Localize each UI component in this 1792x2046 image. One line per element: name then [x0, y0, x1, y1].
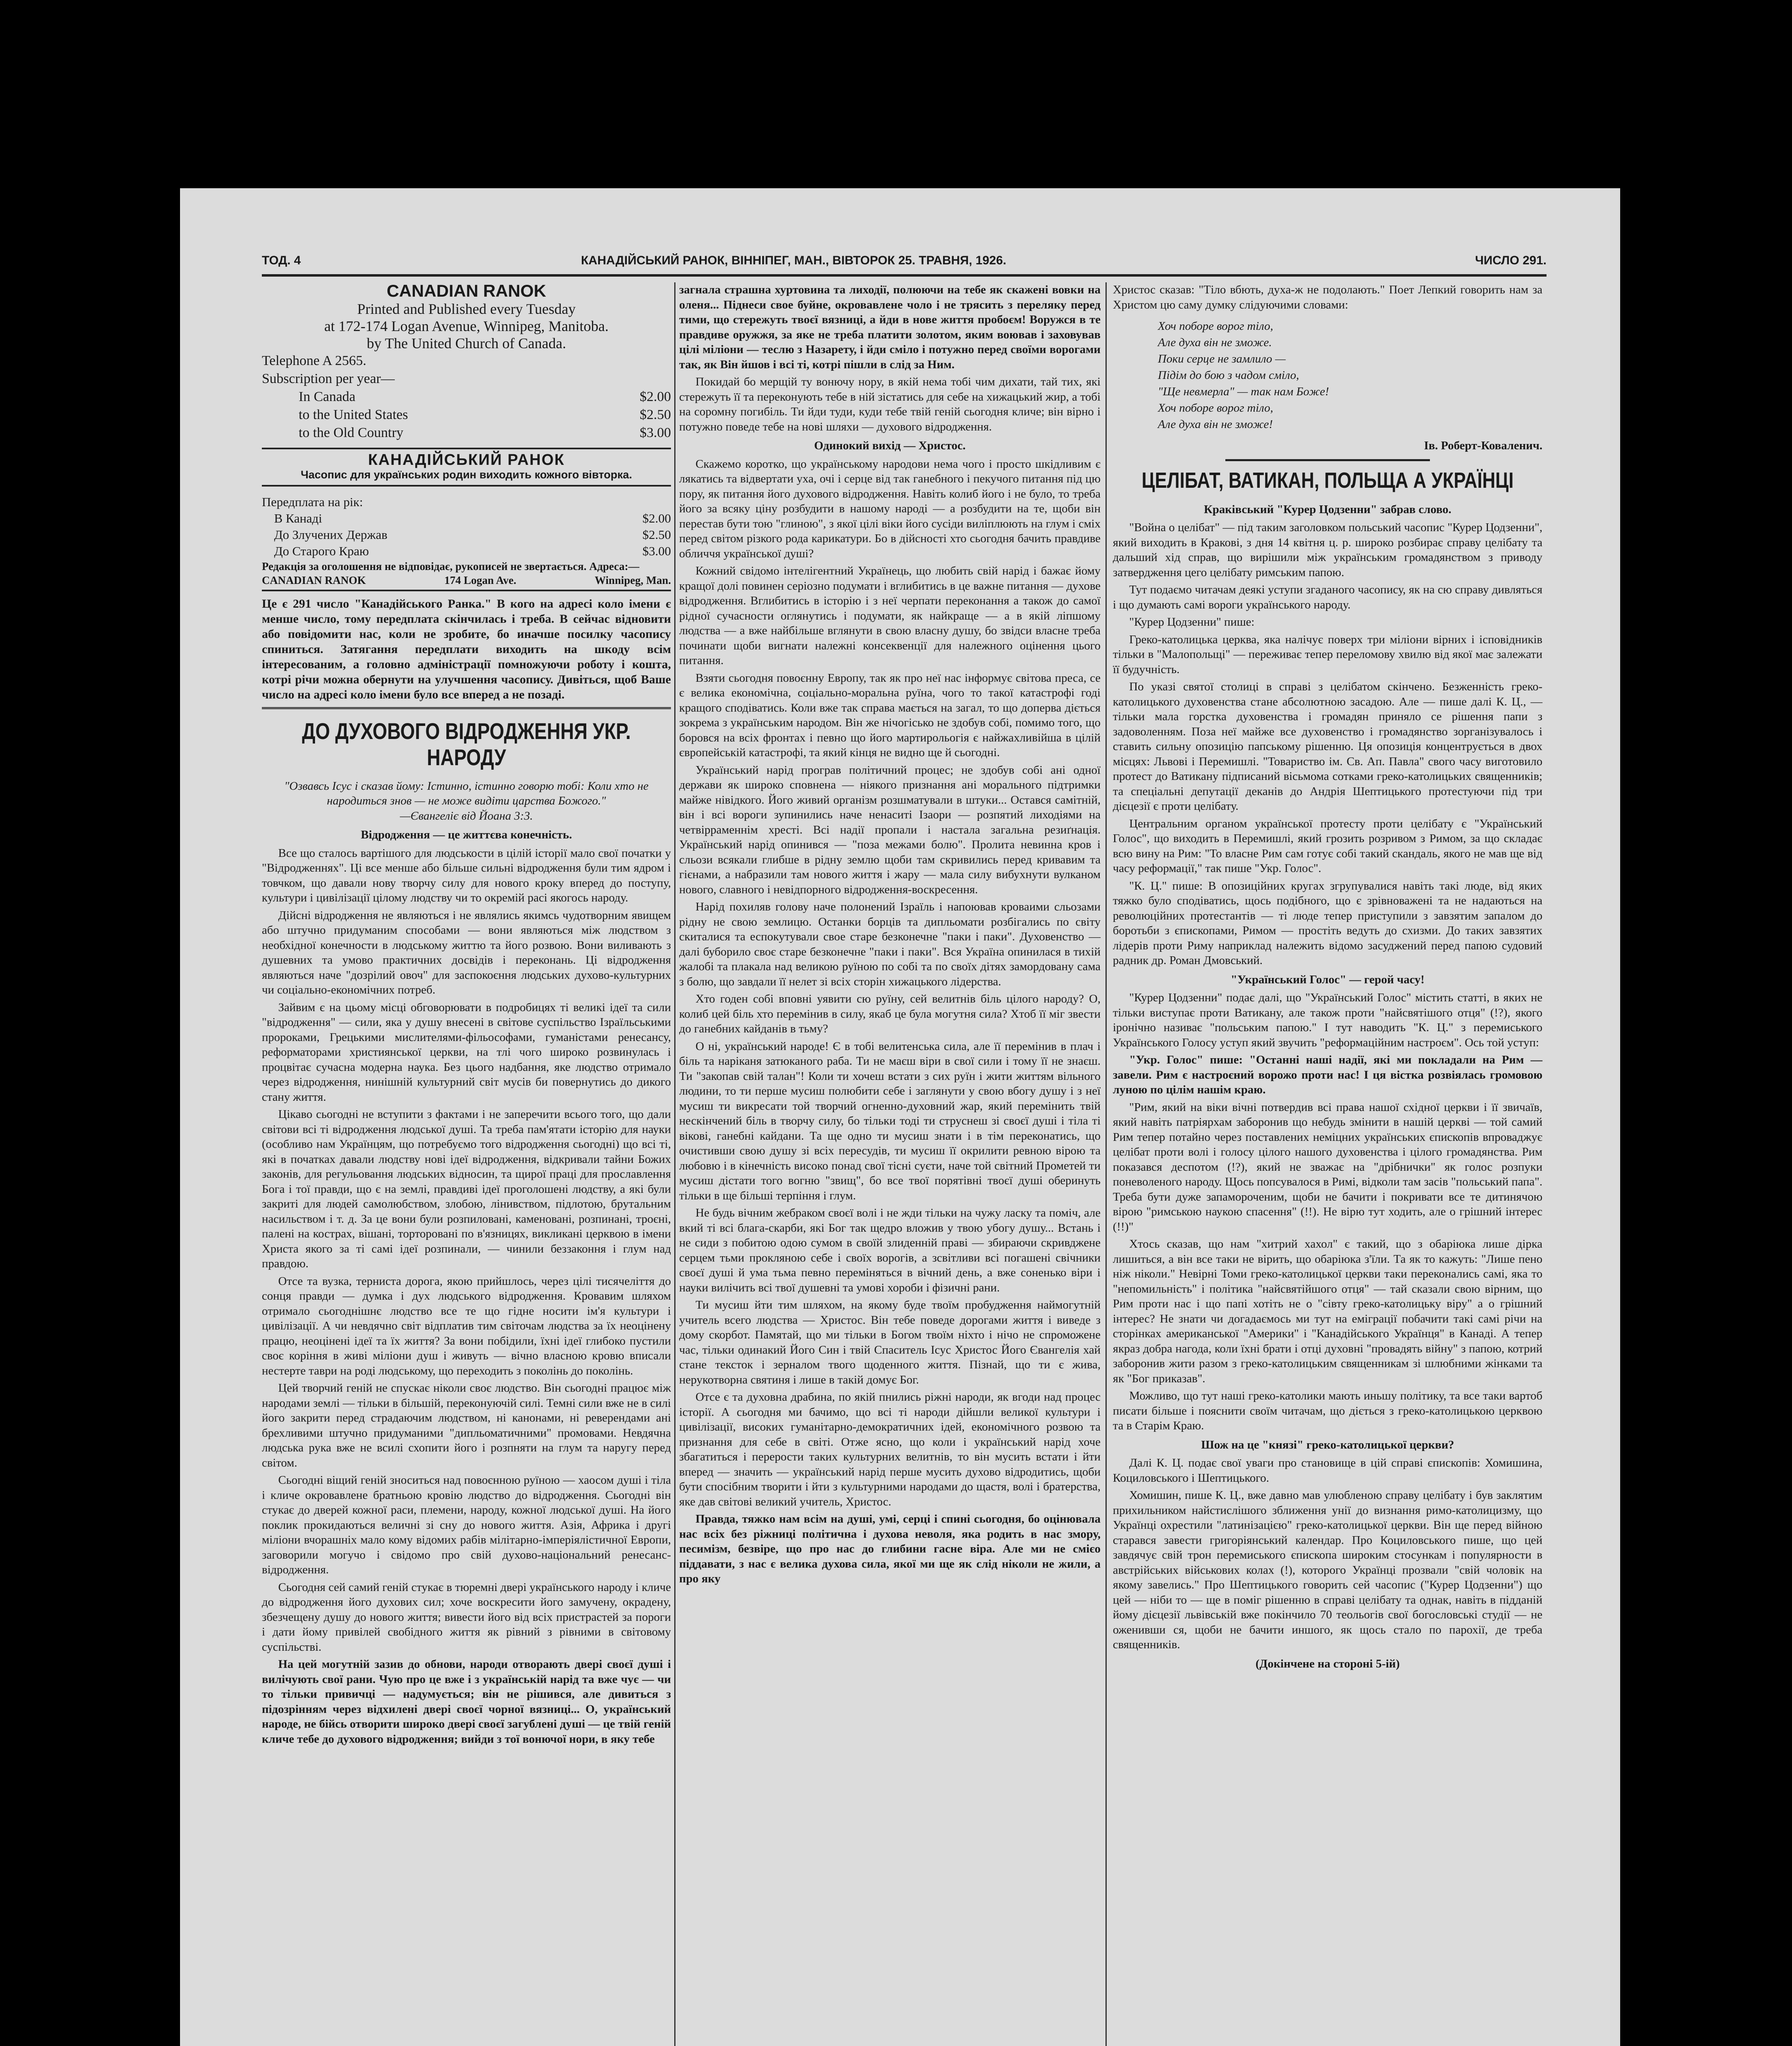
paragraph: Хомишин, пише К. Ц., вже давно мав улюбленою справу целібату і був заклятим прихильником найстислішого зближення унії до визнання римо-католицизму, що Українці охрестили "латинізацією" греко-католицької церкви. Він ще перед війною старався завести григоріянський календар. Про Коцилoвського пише, що цей завдячує свій трон перемиського єпископа широким стосункам і популярности в австрійських військових колах (!), которого Українці прозвали "свій чоловік на якому завелись." Про Шептицького говорить сей часопис ("Курер Цодзенни") що цей — ніби то — ще в поміг рішенню в справі целібату та однак, навіть в підданій йому дієцезії львівській вже покінчило 70 теольогів свої богословські студії — не оженивши ся, щоби не бачити иншого, як щось стало по парохії, де треба священників. — [1113, 1489, 1542, 1651]
subscription-label: Subscription per year— — [262, 371, 395, 386]
poem — [1113, 318, 1542, 433]
paragraph: Хто годен собі вповні уявити сю руїну, cей велитнів біль цілого народу? О, колиб цей біль хто перемінив в силу, якаб це була могутня сила? Хтоб її міг звести до ганебних кайданів в тьму? — [679, 992, 1101, 1035]
newspaper-page — [180, 188, 1620, 2046]
paragraph: Кожний свідомо інтелігентний Українець, що любить свій нарід і бажає йому кращої долі повинен серіозно подумати і вглибитись в це важне питання — духове відродження. Вглибитись в історію і з неї черпати переконання а також до самої рідної сучасности оглянутись і подумати, як найкраще — а в якій ліпшому людства — а вже найбільше вглянути в свою власну душу, бо звідси власне треба починати щоби вигнати належні консеквенції для належного оцінення цього питання. — [679, 564, 1101, 667]
paragraph: Отсе є та духовна драбина, по якій пнились ріжні народи, як вгоди над процес історії. А сьогодня ми бачимо, що всі ті народи дійшли великої культури і цивілізації, високих гуманітарно-демократичних ідей, економічного розвою та признання для себе в світі. Отже ясно, що коли і український нарід хоче збагатиться і перерости таких культурних велитнів, то він мусить встати і йти вперед — значить — український нарід перше мусить духово відродитись, щоби бути спосібним творити і йти з культурними народами до щастя, волі і братерства, яке дав світові великий учитель, Христос. — [679, 1390, 1101, 1508]
paragraph: "Война о целібат" — під таким заголовком польський часопис "Курер Цодзенни", який виходить в Кракові, з дня 14 квітня ц. р. широко розбирає справу целібату та дальший хід справ, що вирішили між українським громадянством з приводу затвердження цего целібату римським папою. — [1113, 521, 1542, 579]
paragraph: По указі святої столиці в справі з целібатом скінчено. Безженність греко-католицького духовенства стане абсолютною засадою. Але — пише далі К. Ц., — тільки мала горстка духовенства і громадян приняло се рішення папи з задоволенням. Поза неї майже все духовенство і громадянство зорганізувалось і ставить сильну опозицію папському рішенню. Ця опозиція концентрується в двох місцях: Львові і Перемишлі. "Товариство ім. Св. Ап. Павла" свого часу виготовило протест до Ватикану підписаний вісьмома сотками греко-католицьких священників; та спеціальні депутації деканів до Андрія Шептицького протестуючи під три дієцезії є проти целібату. — [1113, 680, 1542, 813]
paragraph: Покидай бо мерщій ту вонючу нору, в якій нема тобі чим дихати, тай тих, які стережуть її та переконують тебе в ній зістатись для себе на хижацький жир, а тобі на соромну погибіль. Ти йди туди, куди тебе твій геній сьогодня кличе; він вірно і потужно поведе тебе на нові шляхи — духового відродження. — [679, 375, 1101, 433]
paragraph: Не будь вічним жебраком своєї волі і не жди тільки на чужу ласку та поміч, але вкий ті всі блага-скарби, які Бог так щедро вложив у твою убогу душу... Встань і не сиди з побитою одою сумом в своїй злиденній праві — збираючи скривджене серцем тьми прокляною себе і своїх ворогів, а зсвітливи всі погашені свічники своєї душі й ума тьма певно переміняться в вічний день, а вже соненько віри і науки вилічить всі твої душевні та умові хороби і фізичні рани. — [679, 1206, 1101, 1294]
rate-row: В Канаді $2.00 — [274, 511, 671, 525]
poem-line: Але духа він не зможе! — [1158, 418, 1273, 431]
rate-row: to the United States $2.50 — [299, 407, 671, 422]
rate-row: In Canada $2.00 — [299, 389, 671, 404]
ukrainian-rates — [262, 494, 671, 559]
divider — [1225, 459, 1430, 461]
paragraph: Скажемо коротко, що українському народови нема чого і просто шкідливим є лякатись та відвертати уха, очі і серце від так ганебного і пекучого питання під цю пору, як питання його духового відродження. Навіть колиб його і не було, то треба його за всяку ціну розбудити в нашому народі — а розбудити на те, щоби він перестав бути тою "глиною", з якої цілі віки його сусіди виліплюють на глум і сміх перед світом різкого рода карикатури. Бо в дійсності хто сьогодня бачить правдиве обличчя української душі? — [679, 457, 1101, 560]
paragraph: "Рим, який на віки вічні потвердив всі права нашої східної церкви і її звичаїв, який навіть патріярхам заборонив що небудь змінити в нашій церкві — той самий Рим тепер потайно через поставлених неміцних українських єпископів впроваджує целібат проти волі і голосу цілого нашого духовенства і цілого громадянства. Рим показався деспотом (!?), який не зважає на "дрібнички" як голос розпуки поневоленого народу. Щось попсувалося в Римі, відколи там засів "польський папа". Треба бути дуже запамороченим, щоби не бачити і покривати все те дитинячою вірою "римською наукою спасення" (!!). Не вірю тут ходить, але о грішний інтерес (!!)" — [1113, 1100, 1542, 1233]
epigraph-source: —Євангеліє від Йоана 3:3. — [400, 809, 533, 822]
english-rates — [262, 352, 671, 442]
paragraph: "К. Ц." пише: В опозиційних кругах згрупувалися навіть такі люде, від яких тяжко було сподіватись, щось подібного, що є зрівноважені та не надаються на революційних протестантів — ті люде тепер приступили з завзятим запалом до боротьби з єпископами, Римом — простіть ведуть до схизми. До таких завзятих лідерів проти Риму наприклад належить відомо засуджений перед папою судовий радник др. Роман Дмовський. — [1113, 879, 1542, 967]
rate-row: to the Old Country $3.00 — [299, 425, 671, 440]
paragraph: Все що сталось вартішого для людськости в цілій історії мало свої початки у "Відродженнях". Ці все менше або більше сильні відродження були тим ядром і товчком, що давали нову творчу силу для нового кроку вперед до поступу, культури і цивілізації цілому людству чи то окремій расі якогось народу. — [262, 846, 671, 904]
paragraph: Тут подаємо читачам деякі уступи згаданого часопису, як на сю справу дивляться і що думають самі вороги українського народу. — [1113, 583, 1542, 611]
paragraph: "Курер Цодзенни" подає далі, що "Український Голос" містить статті, в яких не тільки виступає проти Ватикану, але також проти "найсвятішого отця" (!?), якого іронічно називає "польським папою." І тут наводить "К. Ц." з перемиського Українського Голосу уступ який звучить "реформаційним настроєм". Ось той уступ: — [1113, 991, 1542, 1049]
article-subhead: "Український Голос" — герой часу! — [1231, 973, 1425, 986]
poem-line: Поки серце не замлило — — [1158, 352, 1286, 365]
article-subhead: Краківський "Курер Цодзенни" забрав слово. — [1204, 502, 1452, 516]
english-masthead-line: at 172-174 Logan Avenue, Winnipeg, Manitoba. — [324, 318, 609, 334]
paragraph: Сьогодні віщий геній зноситься над повоєнною руїною — хаосом душі і тіла і кличе окровавлене братньою кровію людство до відродження. Сьогодні він стукає до дверей кожної раси, племени, народу, кожної людської душі. На його поклик прокидаються величні зі сну до нового життя. Азія, Африка і другі міліони вчорашніх мало кому відомих рабів мілітарно-імперіялістичної Европи, заговорили могучо і свідомо про свій духово-національний ренесанс-відродження. — [262, 1474, 671, 1576]
paragraph: Дійсні відродження не являються і не являлись якимсь чудотворним явищем або штучно придуманим способами — вони являються між людством з необхідної конечности в людському життю та його розвою. Вони виливають з душевних та умово практичних досвідів і переконань. Ці відродження являються наче "дозрілий овоч" для заспокоєння людських духово-культурних чи соціально-економічних потреб. — [262, 908, 671, 996]
english-masthead — [262, 282, 671, 352]
column-2 — [679, 282, 1101, 1589]
header-page-number: ТОД. 4 — [262, 254, 301, 267]
prepay-label: Передплата на рік: — [262, 494, 363, 509]
subscription-notice: Це є 291 число "Канадійського Ранка." В кого на адресі коло імени є менше число, тому передплата скінчилась і треба. В сейчас відновити або повідомити нас, коли не зробите, бо иначше посилку часопису спиниться. Затягання передплати виходить на шкоду всім інтересованим, а головно адміністрації помножуючи роботу і кошта, котрі річи можна обернути на улучшення часопису. Дивіться, щоб Ваше число на адресі коло імени було все вперед а не позаді. — [262, 596, 671, 709]
paragraph: Центральним органом української протесту проти целібату є "Український Голос", що виходить в Перемишлі, який грозить розривом з Римом, за що складає всю вину на Рим: "То власне Рим сам готує собі такий скандаль, якого не мав ще від часу реформації," так пише "Укр. Голос". — [1113, 817, 1542, 875]
ukrainian-masthead-title: КАНАДІЙСЬКИЙ РАНОК — [368, 451, 565, 469]
paragraph: Далі К. Ц. подає свої уваги про становище в цій справі єпископів: Хомишина, Коцилoвського і Шептицького. — [1113, 1456, 1542, 1485]
article-subhead: Шож на це "князі" греко-католицької церкви? — [1201, 1438, 1454, 1451]
paragraph: О ні, український народе! Є в тобі велитенська сила, але її перемінив в плач і біль та наріканя затюканого раба. Ти не маєш віри в свої сили і тому її не знаєш. Ти "закопав свій талан"! Коли ти хочеш встати з сих руїн і жити життям вільного людини, то ти перше мусиш полюбити себе і заглянути у свою вбогу душу і з неї мусиш ти викресати той творчий огненно-духовний жар, який перемінить твій нескінчений біль в творчу силу, бо тільки тоді ти струснеш зі своєї душі і тіла ті вікові, ганебні кайдани. Та ще одно ти мусиш знати і в тім переконатись, що очистивши свою душу зі всіх пересудів, ти мусиш її окрилити ревною вірою та любовю і в кінечність високо понад свої тісні суєти, наче той світний Прометей ти мусиш дістати того вогню "звищ", бо все твої порятівні твоєї душі оберинуть тільки в ще більші терпіння і глум. — [679, 1039, 1101, 1202]
english-masthead-line: Printed and Published every Tuesday — [357, 301, 576, 317]
paragraph: Нарід похиляв голову наче полонений Ізраїль і напоював кроваими сльозами рідну не свою землицю. Останки борців та дипльомати розбігались по світу скиталися та еспокутували свое старе безконечне "паки і паки". Духовенство — далі буборило своє старе безконечне "паки і паки". Вся Україна опинилася в тихій жалобі та плакала над великою руїною по собі та по своїх дітях замордовану сама з болю, що завдали її нелет зі всіх сторін хижацького лідерства. — [679, 900, 1101, 988]
paragraph: Можливо, що тут наші греко-католики мають иньшу політику, та все таки вартоб писати більше і пояснити своїм читачам, що діється з греко-католицькою церквою та в Старім Краю. — [1113, 1389, 1542, 1432]
paragraph: Хтось сказав, що нам "хитрий хахол" є такий, що з обаріюка лише дірка лишиться, а він все таки не вірить, що обаріюка з'їли. Та як то кажуть: "Лише пено ніж ніколи." Невірні Томи греко-католицької церкви таки переконались самі, яка то "непомильність" і політика "найсвятійшого отця" — тай сказали свою вірним, що Рим проти нас і що папі хотіть не о "сівту греко-католицьку віру" а о грішний інтерес? Не знати чи догадаємось ми тут на еміграції побачити такі самі річи на сторінках американської "Америки" і "Канадійського Українця" в Канаді. А тепер якраз добра нагода, коли їхні брати і отці духовні "провадять війну" з папою, котрий заборонив жити разом з греко-католицьким священникам зі шлюбними жінками та як "Бог приказав". — [1113, 1237, 1542, 1385]
poem-line: Підім до бою з чадом сміло, — [1158, 369, 1299, 382]
poem-line: "Ще невмерла" — так нам Боже! — [1158, 385, 1329, 398]
article-title: ДО ДУХОВОГО ВІДРОДЖЕННЯ УКР. НАРОДУ — [302, 718, 631, 770]
epigraph: "Озвавсь Ісус і сказав йому: Істинно, істинно говорю тобі: Коли хто не народиться знов — не може видіти царства Божого." — [284, 779, 649, 807]
paragraph: Сьогодня сей самий геній стукає в тюремні двері українського народу і кличе до відродження його духових сил; хоче воскресити його замучену, окрадену, збезчещену душу до нового життя; вивести його від всіх пристрастей за пороги і дати йому привілей свобідного життя як рівний з рівними в світовому суспільстві. — [262, 1580, 671, 1654]
paragraph: Цей творчий геній не спускає ніколи своє людство. Він сьогодні працює між народами землі — тільки в більшій, переконуючій силі. Темні сили вже не в силі його закрити перед страдаючим людством, ні канонами, ні реверендами ані брехливими штучно придуманими "дипльоматичними" промовами. Невдячна людська рука вже не всилі схопити його і розпняти на глум та наругу перед світом. — [262, 1381, 671, 1469]
paragraph: "Укр. Голос" пише: "Останні наші надії, які ми покладали на Рим — завели. Рим є настроєний ворожо проти нас! І ця вістка розвіялась громовою луною по цілім нашім краю. — [1113, 1053, 1542, 1096]
telephone: Telephone A 2565. — [262, 353, 367, 368]
header-masthead-date: КАНАДІЙСЬКИЙ РАНОК, ВІННІПЕГ, МАН., ВІВТОРОК 25. ТРАВНЯ, 1926. — [581, 254, 1006, 267]
paragraph: Греко-католицька церква, яка налічує поверх три міліони вірних і ісповідників тільки в "Малопольщі" — переживає тепер переломову хвилю від якої має залежати її будучність. — [1113, 633, 1542, 676]
editorial-note: Редакція за оголошення не відповідає, рукописей не звертається. Адреса:— — [262, 560, 639, 572]
column-3 — [1113, 282, 1542, 1671]
rate-row: До Злучених Держав $2.50 — [274, 527, 671, 542]
continued-note: (Докінчене на стороні 5-ій) — [1255, 1657, 1400, 1670]
paragraph: Отсе та вузка, терниста дорога, якою прийшлось, через цілі тисячеліття до сонця правди — думка і дух людського відродження. Кровавим шляхом отримало сьогоднішнє людство все те що гідне носити ім'я культури і цивілізації. А чи невдячно світ відплатив тим світочам людства за їх неоцінену працю, неоцінені ідеї та їх життя? За вони побідили, їхні ідеї глибоко пустили своє коріння в живі міліони душ і живуть — вічно власною кровю вписали нестерте таври на роді людському, що переходить з поколінь до поколінь. — [262, 1274, 671, 1377]
column-rule-1 — [674, 282, 675, 2046]
paragraph: Правда, тяжко нам всім на душі, умі, серці і спині сьогодня, бо оцінювала нас всіх без ріжниці політична і духова неволя, яка родить в нас змору, песимізм, безвіре, що про нас до глибини гасне віра. Але ми не смієо піддавати, з нас є велика духова сила, якої ми ще як слід ніколи не жили, а про яку — [679, 1512, 1101, 1585]
paragraph: загнала страшна хуртовина та лиходії, полюючи на тебе як скажені вовки на оленя... Піднеси свое буйне, окровавлене чоло і не трясить з переляку перед тими, що стережуть твоєї вязниці, а йди в нове життя пробоєм! Воружся в те правдиве оружжя, за яке не треба платити золотом, яким воював і заховував цілі міліони — теслю з Назарету, і йди сміло і потужно перед своїми ворогами так, як Він йшов і всі ті, котрі пішли в слід за Ним. — [679, 283, 1101, 371]
paragraph: Український нарід програв політичний процес; не здобув собі ані одної держави як широко сповнена — ніякого признання ані морального підтримки майже нівідкого. Його живий організм розшматували в штуки... Остався самітній, він і всі вороги зупинились наче ненаситі Ізаори — розпятий лиходіями на четвірраменнім хресті. Всі надії пропали і настала загальна резиґнація. Український нарід опинився — "поза межами болю". Пролита невинна кров і сльози всякали глибше в рідну землю щоби там скривились перед кривавим та гієнами, а набразили там нового життя і жару — мала силу вибухнути вулканом нового, славного і невідпорного відродження-воскресення. — [679, 763, 1101, 896]
english-masthead-line: by The United Church of Canada. — [367, 335, 566, 352]
column2-subhead: Одинокий вихід — Христос. — [814, 439, 966, 452]
article-title: ЦЕЛІБАТ, ВАТИКАН, ПОЛЬЩА А УКРАЇНЦІ — [1141, 468, 1514, 493]
paragraph: Ти мусиш йти тим шляхом, на якому буде твоїм пробудження наймогутній учитель всего людства — Христос. Він тебе поведе дорогами життя і виведе з дому скорбот. Памятай, що ми тільки в Богом твоїм ніхто і нічо не спроможене час, тільки одинакий Його Син і твій Спаситель Ісус Христос Його Євангелія хай стане тексток і зерналом твого щоденного життя. Пізнай, що ти є жива, нерукотворна святиня і лише в такій домує Бог. — [679, 1298, 1101, 1386]
address-line: CANADIAN RANOK 174 Logan Ave. Winnipeg, Man. — [262, 573, 671, 591]
poem-line: Хоч поборе ворог тіло, — [1158, 401, 1273, 415]
paragraph: Взяти сьогодня повоєнну Европу, так як про неї нас інформує світова преса, се є велика економічна, соціально-моральна руїна, чого то такої катастрофі годі кращого сподіватись. Коли вже так справа мається на загал, то що доперва діється зокрема з українським народом. Він же нічогісько не здобув собі, помимо того, що боровся на всіх фронтах і певно що його мартирольогія є найжахливійша в цілій європейській катастрофі, та який кінця не видно ще й сьогодні. — [679, 671, 1101, 759]
column-rule-2 — [1105, 282, 1107, 2046]
poem-line: Але духа він не зможе. — [1158, 336, 1272, 349]
ukrainian-masthead-subtitle: Часопис для українських родин виходить кожного вівторка. — [301, 468, 632, 481]
ukrainian-masthead — [262, 448, 671, 487]
english-masthead-title: CANADIAN RANOK — [387, 281, 546, 300]
paragraph: На цей могутній зазив до обнови, народи отворають двері своєї душі і вилічують свої рани. Чую про це вже і з українській нарід та вже чує — чи то тільки привичці — надумується; він не рішився, але дивиться з підозрінням через відхилені двері своєї чорної вязниці... О, український народе, не бійсь отворити широко двері своєї загублені душі — це твій геній кличе тебе до духового відродження; вийди з тої вонючої нори, в яку тебе — [262, 1658, 671, 1746]
article-subhead: Відродження — це життєва конечність. — [360, 828, 572, 841]
poem-line: Хоч поборе ворог тіло, — [1158, 320, 1273, 333]
poem-signature: Ів. Роберт-Коваленич. — [1424, 439, 1542, 452]
paragraph: Цікаво сьогодні не вступити з фактами і не заперечити всього того, що дали світови всі ті відродження людської душі. Та треба пам'ятати історію для науки (особливо нам Українцям, що потребуємо того відродження сьогодні) що всі ті, які в початках давали людству нові ідеї відродження, відкривали тайни Божих законів, для регульовання людських відносин, та щирої праці для прославлення Бога і тої правди, що є на землі, правдиві ідеї проголошені людству, а які були закриті для людей самолюбством, злобою, лінивством, підлотою, брутальним насильством і т. д. За це вони були розпиловані, каменовані, розпинані, троєні, палені на кострах, вішані, торторовані по в'язницях, викликані церквою в імени Христа якого за ті самі ідеї розпинали, — чинили беззаконня і глум над правдою. — [262, 1108, 671, 1270]
header-issue-number: ЧИСЛО 291. — [1475, 254, 1547, 267]
rate-row: До Старого Краю $3.00 — [274, 543, 671, 558]
paragraph: Зайвим є на цьому місці обговорювати в подробицях ті великі ідеї та сили "відродження" — сили, яка у душу внесені в світове суспільство Ізраїльськими пророками, Грецькими мислителями-фільософами, гуманістами ренесансу, реформаторами християнської церкви, на тлі чого широко розвинулась і процвітає сучасна модерна наука. Без цього надбання, яке людство отримало через відродження, нинішній культурний світ мусів би повернутись до дикого стану життя. — [262, 1000, 671, 1104]
page-header — [262, 250, 1547, 277]
column-1 — [262, 282, 671, 1749]
paragraph: Христос сказав: "Тіло вбють, духа-ж не подолають." Поет Лепкий говорить нам за Христом цю саму думку слідуючими словами: — [1113, 283, 1542, 311]
paragraph: "Курер Цодзенни" пише: — [1129, 615, 1255, 629]
